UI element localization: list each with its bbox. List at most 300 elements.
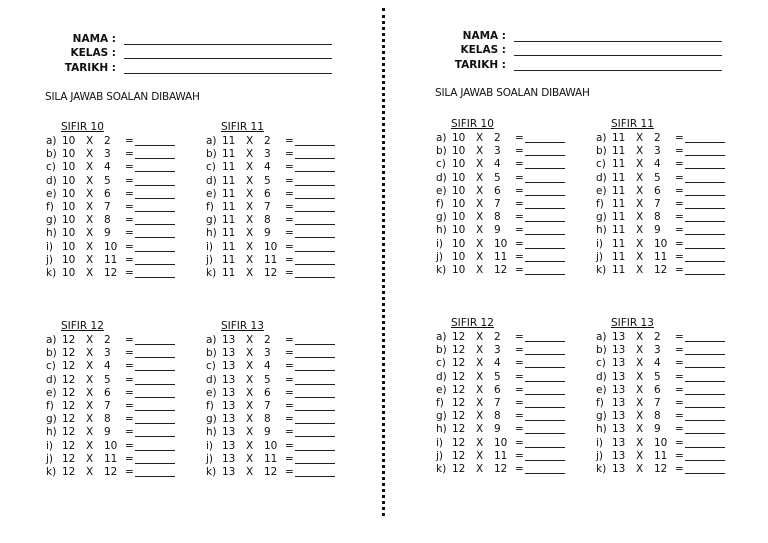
- multiplier-number: 7: [654, 198, 661, 210]
- answer-blank[interactable]: [525, 264, 565, 275]
- base-number: 12: [62, 426, 76, 439]
- base-number: 10: [452, 145, 466, 158]
- equals-sign: =: [675, 184, 684, 197]
- nama-field[interactable]: [62, 33, 332, 47]
- answer-blank[interactable]: [295, 135, 335, 146]
- multiply-sign: X: [86, 253, 94, 266]
- multiplier-number: 11: [494, 250, 508, 263]
- tarikh-line[interactable]: [124, 73, 332, 74]
- multiplier-number: 9: [654, 423, 661, 436]
- multiply-sign: X: [636, 410, 644, 423]
- question-letter: g): [436, 410, 447, 423]
- multiply-sign: X: [246, 135, 254, 147]
- equals-sign: =: [125, 373, 134, 386]
- multiplier-number: 6: [654, 184, 661, 197]
- question-row: [596, 331, 746, 344]
- answer-blank[interactable]: [685, 384, 725, 395]
- multiplier-number: 10: [494, 237, 508, 250]
- answer-blank[interactable]: [135, 426, 175, 437]
- question-letter: i): [436, 436, 444, 449]
- question-row: [206, 466, 356, 479]
- answer-blank[interactable]: [525, 158, 565, 169]
- multiplier-number: 8: [494, 211, 501, 224]
- answer-blank[interactable]: [135, 387, 175, 398]
- answer-blank[interactable]: [135, 148, 175, 159]
- answer-blank[interactable]: [685, 198, 725, 209]
- base-number: 13: [612, 370, 626, 383]
- question-row: [206, 214, 356, 227]
- answer-blank[interactable]: [295, 214, 335, 225]
- question-row: [206, 161, 356, 174]
- answer-blank[interactable]: [135, 374, 175, 385]
- question-row: [436, 145, 586, 158]
- base-number: 12: [62, 439, 76, 452]
- tarikh-field[interactable]: [452, 59, 722, 73]
- answer-blank[interactable]: [525, 344, 565, 355]
- multiplier-number: 8: [264, 214, 271, 227]
- answer-blank[interactable]: [135, 347, 175, 358]
- answer-blank[interactable]: [135, 214, 175, 225]
- equals-sign: =: [675, 171, 684, 184]
- base-number: 12: [452, 397, 466, 409]
- question-row: [46, 440, 196, 453]
- multiplier-number: 6: [264, 386, 271, 399]
- question-row: [46, 466, 196, 479]
- answer-blank[interactable]: [525, 397, 565, 408]
- base-number: 12: [62, 466, 76, 478]
- question-row: [596, 198, 746, 211]
- multiply-sign: X: [636, 184, 644, 197]
- base-number: 10: [452, 224, 466, 237]
- answer-blank[interactable]: [525, 463, 565, 474]
- equals-sign: =: [675, 383, 684, 396]
- question-letter: k): [206, 267, 217, 279]
- multiply-sign: X: [86, 426, 94, 439]
- multiply-sign: X: [476, 264, 484, 276]
- multiplier-number: 3: [494, 344, 501, 357]
- answer-blank[interactable]: [135, 400, 175, 411]
- multiply-sign: X: [476, 383, 484, 396]
- answer-blank[interactable]: [525, 172, 565, 183]
- question-row: [206, 453, 356, 466]
- question-row: [436, 384, 586, 397]
- nama-line[interactable]: [514, 41, 722, 42]
- question-row: [436, 463, 586, 476]
- equals-sign: =: [675, 211, 684, 224]
- question-row: [436, 211, 586, 224]
- answer-blank[interactable]: [685, 264, 725, 275]
- question-row: [596, 211, 746, 224]
- answer-blank[interactable]: [685, 450, 725, 461]
- equals-sign: =: [125, 214, 134, 227]
- answer-blank[interactable]: [685, 397, 725, 408]
- answer-blank[interactable]: [135, 254, 175, 265]
- multiply-sign: X: [246, 360, 254, 373]
- question-letter: h): [206, 426, 217, 439]
- answer-blank[interactable]: [295, 241, 335, 252]
- question-letter: e): [46, 187, 57, 200]
- answer-blank[interactable]: [295, 175, 335, 186]
- question-row: [46, 227, 196, 240]
- multiplier-number: 3: [494, 145, 501, 158]
- question-row: [206, 241, 356, 254]
- multiply-sign: X: [476, 449, 484, 462]
- multiply-sign: X: [476, 410, 484, 423]
- question-letter: g): [436, 211, 447, 224]
- tarikh-field[interactable]: [62, 62, 332, 76]
- equals-sign: =: [125, 201, 134, 213]
- question-row: [436, 437, 586, 450]
- question-row: [46, 387, 196, 400]
- base-number: 13: [612, 423, 626, 436]
- multiplier-number: 4: [104, 161, 111, 174]
- kelas-line[interactable]: [124, 58, 332, 59]
- answer-blank[interactable]: [525, 410, 565, 421]
- answer-blank[interactable]: [295, 400, 335, 411]
- multiply-sign: X: [636, 264, 644, 276]
- answer-blank[interactable]: [685, 331, 725, 342]
- base-number: 11: [612, 145, 626, 158]
- equals-sign: =: [515, 132, 524, 144]
- base-number: 11: [222, 174, 236, 187]
- equals-sign: =: [515, 436, 524, 449]
- base-number: 13: [222, 452, 236, 465]
- answer-blank[interactable]: [525, 357, 565, 368]
- multiply-sign: X: [86, 174, 94, 187]
- question-row: [206, 254, 356, 267]
- equals-sign: =: [515, 463, 524, 475]
- multiplier-number: 8: [104, 413, 111, 426]
- answer-blank[interactable]: [135, 227, 175, 238]
- equals-sign: =: [675, 224, 684, 237]
- question-letter: j): [596, 250, 604, 263]
- multiplier-number: 5: [264, 174, 271, 187]
- answer-blank[interactable]: [295, 227, 335, 238]
- answer-blank[interactable]: [295, 347, 335, 358]
- question-row: [206, 227, 356, 240]
- answer-blank[interactable]: [525, 331, 565, 342]
- question-letter: a): [46, 334, 57, 346]
- multiplier-number: 9: [104, 227, 111, 240]
- answer-blank[interactable]: [525, 371, 565, 382]
- answer-blank[interactable]: [135, 440, 175, 451]
- question-letter: d): [46, 174, 57, 187]
- base-number: 13: [222, 426, 236, 439]
- base-number: 13: [222, 373, 236, 386]
- multiplier-number: 12: [494, 264, 508, 276]
- answer-blank[interactable]: [525, 132, 565, 143]
- multiplier-number: 3: [104, 148, 111, 161]
- question-letter: e): [596, 383, 607, 396]
- multiplier-number: 7: [264, 201, 271, 213]
- equals-sign: =: [285, 201, 294, 213]
- multiply-sign: X: [636, 132, 644, 144]
- question-row: [206, 334, 356, 347]
- question-row: [206, 267, 356, 280]
- question-row: [206, 387, 356, 400]
- answer-blank[interactable]: [135, 188, 175, 199]
- question-row: [436, 331, 586, 344]
- answer-blank[interactable]: [295, 440, 335, 451]
- answer-blank[interactable]: [525, 384, 565, 395]
- answer-blank[interactable]: [295, 201, 335, 212]
- answer-blank[interactable]: [295, 426, 335, 437]
- base-number: 11: [222, 148, 236, 161]
- multiply-sign: X: [246, 227, 254, 240]
- answer-blank[interactable]: [685, 437, 725, 448]
- multiply-sign: X: [86, 267, 94, 279]
- answer-blank[interactable]: [295, 360, 335, 371]
- equals-sign: =: [515, 423, 524, 436]
- question-row: [46, 374, 196, 387]
- base-number: 11: [222, 135, 236, 147]
- answer-blank[interactable]: [295, 188, 335, 199]
- base-number: 11: [222, 240, 236, 253]
- answer-blank[interactable]: [295, 254, 335, 265]
- question-letter: e): [206, 187, 217, 200]
- base-number: 13: [612, 463, 626, 475]
- multiply-sign: X: [476, 463, 484, 475]
- answer-blank[interactable]: [525, 450, 565, 461]
- equals-sign: =: [125, 334, 134, 346]
- multiplier-number: 12: [264, 267, 278, 279]
- multiply-sign: X: [476, 184, 484, 197]
- question-row: [436, 158, 586, 171]
- question-row: [46, 360, 196, 373]
- question-letter: j): [436, 449, 444, 462]
- multiply-sign: X: [476, 250, 484, 263]
- base-number: 11: [222, 201, 236, 213]
- question-letter: c): [436, 158, 446, 171]
- multiplier-number: 3: [264, 347, 271, 360]
- kelas-line[interactable]: [514, 55, 722, 56]
- multiply-sign: X: [86, 148, 94, 161]
- base-number: 10: [452, 171, 466, 184]
- multiply-sign: X: [636, 449, 644, 462]
- multiplier-number: 6: [494, 184, 501, 197]
- answer-blank[interactable]: [525, 423, 565, 434]
- equals-sign: =: [285, 334, 294, 346]
- question-row: [596, 357, 746, 370]
- answer-blank[interactable]: [295, 466, 335, 477]
- question-letter: k): [596, 264, 607, 276]
- base-number: 13: [222, 334, 236, 346]
- table-title: SIFIR 12: [451, 317, 494, 329]
- equals-sign: =: [125, 413, 134, 426]
- base-number: 13: [612, 410, 626, 423]
- multiplier-number: 5: [104, 373, 111, 386]
- table-title: SIFIR 12: [61, 320, 104, 332]
- answer-blank[interactable]: [135, 267, 175, 278]
- answer-blank[interactable]: [295, 334, 335, 345]
- answer-blank[interactable]: [525, 224, 565, 235]
- answer-blank[interactable]: [685, 224, 725, 235]
- question-letter: k): [436, 264, 447, 276]
- multiplier-number: 10: [104, 439, 118, 452]
- equals-sign: =: [675, 250, 684, 263]
- multiplier-number: 5: [654, 171, 661, 184]
- multiply-sign: X: [636, 397, 644, 409]
- answer-blank[interactable]: [135, 161, 175, 172]
- answer-blank[interactable]: [685, 251, 725, 262]
- answer-blank[interactable]: [525, 251, 565, 262]
- base-number: 10: [62, 174, 76, 187]
- multiply-sign: X: [476, 357, 484, 370]
- equals-sign: =: [125, 360, 134, 373]
- base-number: 13: [612, 331, 626, 343]
- nama-line[interactable]: [124, 44, 332, 45]
- multiply-sign: X: [246, 466, 254, 478]
- answer-blank[interactable]: [295, 453, 335, 464]
- answer-blank[interactable]: [295, 148, 335, 159]
- multiplier-number: 12: [104, 466, 118, 478]
- answer-blank[interactable]: [685, 185, 725, 196]
- multiplier-number: 8: [654, 211, 661, 224]
- base-number: 12: [62, 360, 76, 373]
- question-row: [206, 201, 356, 214]
- answer-blank[interactable]: [135, 334, 175, 345]
- multiply-sign: X: [636, 423, 644, 436]
- answer-blank[interactable]: [525, 185, 565, 196]
- base-number: 10: [62, 267, 76, 279]
- kelas-field[interactable]: [62, 47, 332, 61]
- multiply-sign: X: [246, 439, 254, 452]
- multiply-sign: X: [476, 198, 484, 210]
- multiply-sign: X: [476, 331, 484, 343]
- equals-sign: =: [285, 413, 294, 426]
- multiplier-number: 6: [104, 187, 111, 200]
- multiply-sign: X: [86, 400, 94, 412]
- answer-blank[interactable]: [135, 135, 175, 146]
- base-number: 11: [612, 158, 626, 171]
- equals-sign: =: [675, 264, 684, 276]
- answer-blank[interactable]: [295, 161, 335, 172]
- multiplier-number: 4: [104, 360, 111, 373]
- question-letter: f): [206, 400, 214, 412]
- answer-blank[interactable]: [525, 198, 565, 209]
- answer-blank[interactable]: [135, 466, 175, 477]
- question-letter: e): [436, 383, 447, 396]
- multiplier-number: 5: [494, 370, 501, 383]
- answer-blank[interactable]: [135, 360, 175, 371]
- question-row: [596, 224, 746, 237]
- multiplier-number: 6: [494, 383, 501, 396]
- answer-blank[interactable]: [525, 437, 565, 448]
- equals-sign: =: [675, 410, 684, 423]
- base-number: 12: [62, 400, 76, 412]
- tarikh-line[interactable]: [514, 70, 722, 71]
- kelas-field[interactable]: [452, 44, 722, 58]
- answer-blank[interactable]: [685, 344, 725, 355]
- answer-blank[interactable]: [295, 374, 335, 385]
- multiplier-number: 2: [654, 132, 661, 144]
- base-number: 13: [222, 466, 236, 478]
- answer-blank[interactable]: [135, 453, 175, 464]
- multiply-sign: X: [636, 250, 644, 263]
- nama-field[interactable]: [452, 30, 722, 44]
- answer-blank[interactable]: [525, 145, 565, 156]
- question-row: [436, 410, 586, 423]
- base-number: 12: [452, 449, 466, 462]
- multiplier-number: 2: [494, 331, 501, 343]
- worksheet-left: [42, 0, 342, 543]
- answer-blank[interactable]: [295, 413, 335, 424]
- answer-blank[interactable]: [685, 238, 725, 249]
- answer-blank[interactable]: [525, 238, 565, 249]
- answer-blank[interactable]: [135, 413, 175, 424]
- answer-blank[interactable]: [685, 211, 725, 222]
- question-letter: j): [46, 253, 54, 266]
- multiplier-number: 4: [264, 360, 271, 373]
- multiplier-number: 9: [654, 224, 661, 237]
- equals-sign: =: [285, 360, 294, 373]
- equals-sign: =: [285, 347, 294, 360]
- multiplier-number: 3: [654, 344, 661, 357]
- multiply-sign: X: [476, 397, 484, 409]
- multiply-sign: X: [86, 135, 94, 147]
- equals-sign: =: [285, 227, 294, 240]
- answer-blank[interactable]: [135, 201, 175, 212]
- multiply-sign: X: [476, 211, 484, 224]
- question-letter: h): [436, 423, 447, 436]
- answer-blank[interactable]: [135, 175, 175, 186]
- question-letter: k): [436, 463, 447, 475]
- question-row: [596, 145, 746, 158]
- question-letter: a): [596, 331, 607, 343]
- question-row: [436, 185, 586, 198]
- question-letter: j): [46, 452, 54, 465]
- question-row: [206, 148, 356, 161]
- multiply-sign: X: [86, 161, 94, 174]
- answer-blank[interactable]: [295, 387, 335, 398]
- multiply-sign: X: [636, 158, 644, 171]
- question-row: [46, 400, 196, 413]
- answer-blank[interactable]: [685, 145, 725, 156]
- base-number: 13: [222, 386, 236, 399]
- question-row: [436, 198, 586, 211]
- base-number: 11: [222, 187, 236, 200]
- answer-blank[interactable]: [685, 357, 725, 368]
- multiply-sign: X: [86, 227, 94, 240]
- answer-blank[interactable]: [295, 267, 335, 278]
- multiply-sign: X: [476, 132, 484, 144]
- kelas-label: KELAS :: [460, 44, 506, 56]
- question-row: [436, 132, 586, 145]
- answer-blank[interactable]: [685, 463, 725, 474]
- question-letter: c): [46, 360, 56, 373]
- equals-sign: =: [515, 250, 524, 263]
- question-row: [206, 413, 356, 426]
- equals-sign: =: [675, 449, 684, 462]
- question-letter: b): [436, 145, 447, 158]
- base-number: 10: [452, 184, 466, 197]
- answer-blank[interactable]: [685, 410, 725, 421]
- answer-blank[interactable]: [685, 172, 725, 183]
- answer-blank[interactable]: [525, 211, 565, 222]
- equals-sign: =: [125, 174, 134, 187]
- question-letter: d): [206, 373, 217, 386]
- answer-blank[interactable]: [135, 241, 175, 252]
- question-letter: d): [436, 370, 447, 383]
- equals-sign: =: [515, 198, 524, 210]
- question-row: [596, 264, 746, 277]
- question-letter: a): [206, 334, 217, 346]
- question-letter: k): [596, 463, 607, 475]
- answer-blank[interactable]: [685, 132, 725, 143]
- answer-blank[interactable]: [685, 158, 725, 169]
- answer-blank[interactable]: [685, 423, 725, 434]
- answer-blank[interactable]: [685, 371, 725, 382]
